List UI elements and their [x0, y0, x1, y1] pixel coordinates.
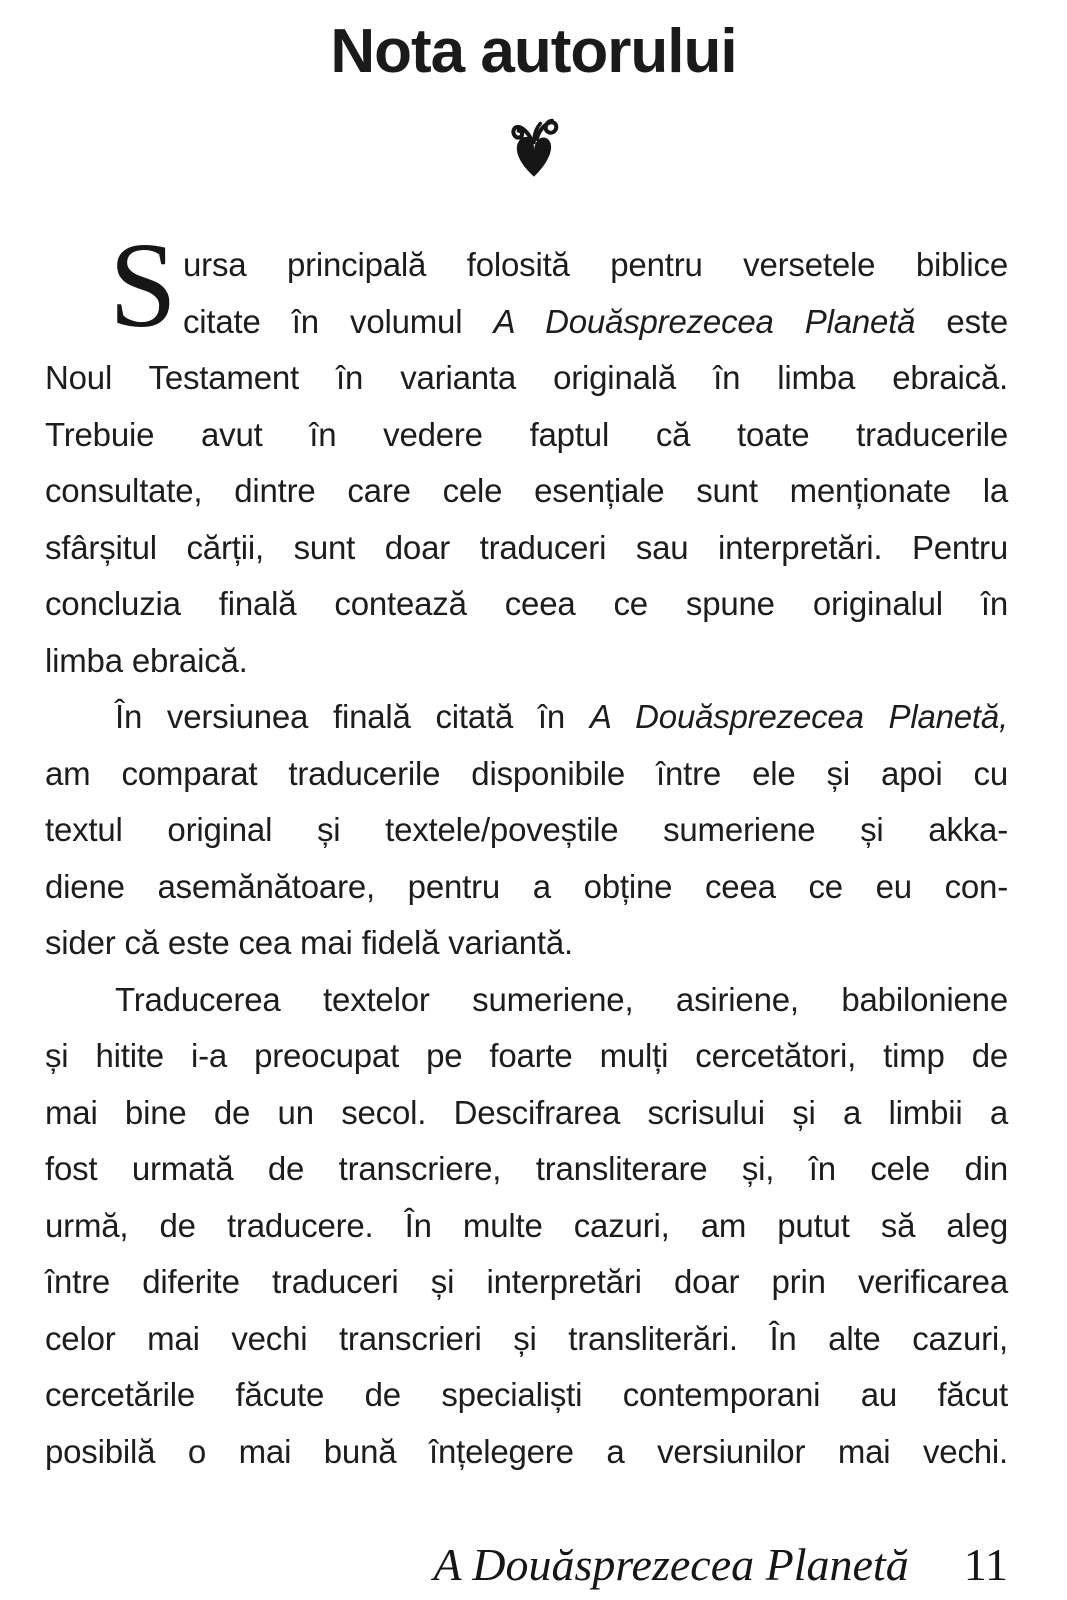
text-line	[45, 1311, 1008, 1368]
text-segment: urmă, de traducere. În multe cazuri, am putut să aleg	[45, 1206, 1008, 1244]
text-segment: am comparat traducerile disponibile între ele și apoi cu	[45, 754, 1008, 792]
text-segment: este	[915, 302, 1008, 340]
text-line	[183, 294, 1008, 351]
text-segment: diene asemănătoare, pentru a obține ceea ce eu con-	[45, 867, 1008, 905]
text-segment: posibilă o mai bună înțelegere a versiunilor mai vechi.	[45, 1432, 1008, 1470]
text-segment: textul original și textele/poveștile sumeriene și akka-	[45, 811, 1008, 848]
text-segment: mai bine de un secol. Descifrarea scrisului și a limbii a	[45, 1093, 1008, 1131]
paragraph	[45, 972, 1008, 1481]
text-line	[45, 1254, 1008, 1311]
floral-heart-icon	[507, 110, 561, 182]
text-line	[45, 463, 1008, 520]
text-segment: sider că este cea mai fidelă variantă.	[45, 924, 574, 961]
body-text	[45, 218, 1008, 1480]
text-segment: Noul Testament în varianta originală în limba ebraică.	[45, 359, 1008, 396]
drop-cap: S	[109, 218, 177, 353]
text-line	[45, 1198, 1008, 1255]
text-segment: limba ebraică.	[45, 641, 248, 679]
text-segment: concluzia finală contează ceea ce spune originalul în	[45, 585, 1008, 622]
text-segment: Traducerea textelor sumeriene, asiriene, babiloniene	[115, 980, 1008, 1018]
text-segment: fost urmată de transcriere, transliterare și, în cele din	[45, 1150, 1008, 1187]
text-line	[45, 1028, 1008, 1085]
text-line	[45, 1141, 1008, 1198]
paragraph	[45, 689, 1008, 972]
text-line	[45, 1367, 1008, 1424]
text-segment: sfârșitul cărții, sunt doar traduceri sau interpretări. Pentru	[45, 528, 1008, 566]
text-segment: consultate, dintre care cele esențiale sunt menționate la	[45, 472, 1008, 509]
italic-text-segment: A Douăsprezecea Planetă,	[589, 698, 1008, 735]
text-segment: Trebuie avut în vedere faptul că toate traducerile	[45, 415, 1008, 453]
text-segment: cercetările făcute de specialiști contemporani au făcut	[45, 1376, 1008, 1413]
footer-page-number: 11	[963, 1539, 1008, 1590]
paragraph	[45, 218, 1008, 689]
text-line	[45, 350, 1008, 407]
text-line	[183, 237, 1008, 294]
text-segment: În versiunea finală citată în	[115, 698, 590, 735]
text-line	[45, 1424, 1008, 1481]
ornament-container	[0, 110, 1067, 187]
text-segment: și hitite i-a preocupat pe foarte mulți cercetători, timp de	[45, 1037, 1008, 1074]
text-line	[45, 859, 1008, 916]
text-line	[45, 633, 1008, 690]
text-line	[45, 1085, 1008, 1142]
text-line	[45, 407, 1008, 464]
text-line	[45, 915, 1008, 972]
text-segment: citate în volumul	[183, 302, 494, 340]
footer	[433, 1538, 1008, 1591]
text-segment: celor mai vechi transcrieri și transliterări. În alte cazuri,	[45, 1319, 1008, 1357]
text-line	[45, 746, 1008, 803]
text-segment: ursa principală folosită pentru versetele biblice	[183, 246, 1008, 283]
text-line	[45, 972, 1008, 1029]
footer-book-title: A Douăsprezecea Planetă	[433, 1539, 909, 1590]
text-line	[45, 689, 1008, 746]
text-line	[45, 520, 1008, 577]
italic-text-segment: A Douăsprezecea Planetă	[493, 302, 916, 340]
page-title: Nota autorului	[330, 17, 737, 86]
text-line	[45, 576, 1008, 633]
text-line	[45, 802, 1008, 859]
text-segment: între diferite traduceri și interpretări doar prin verificarea	[45, 1263, 1008, 1300]
